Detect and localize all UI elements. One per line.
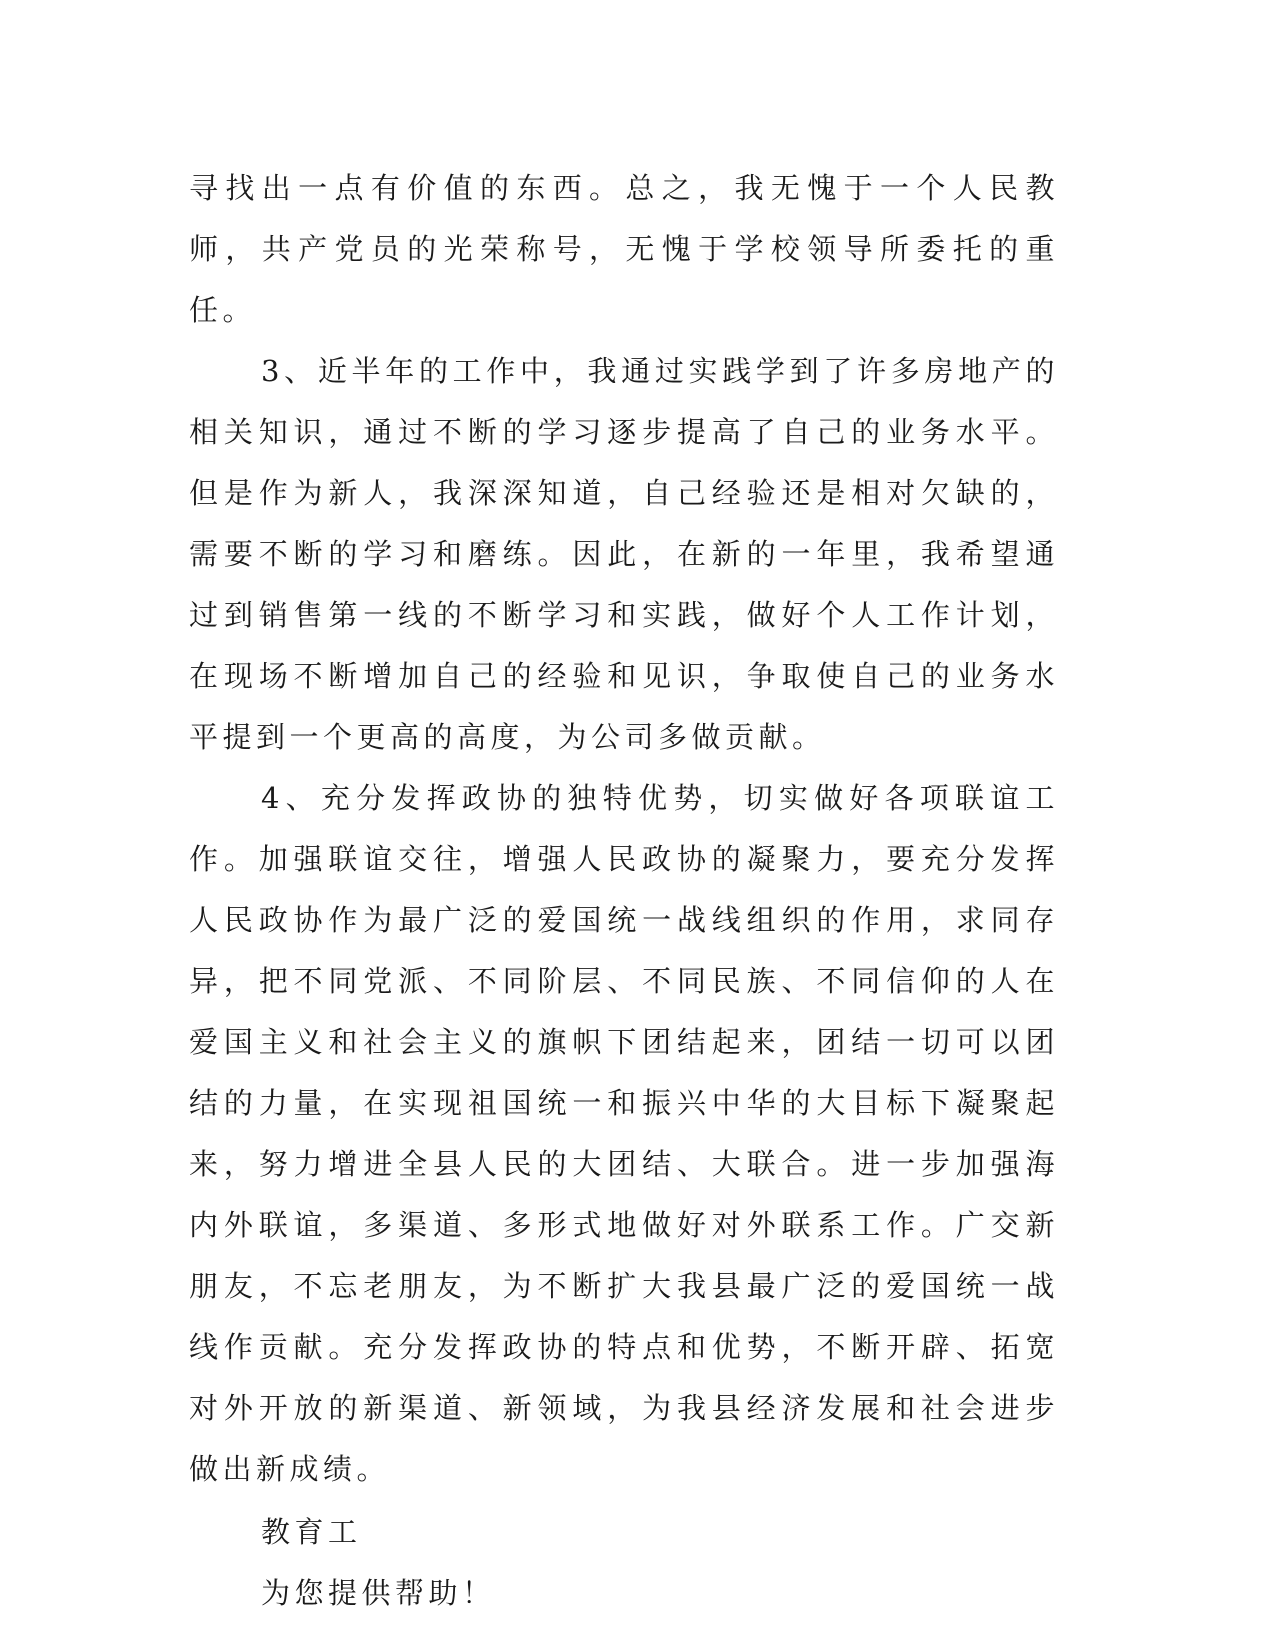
paragraph-item-3: 3、近半年的工作中，我通过实践学到了许多房地产的相关知识，通过不断的学习逐步提高了自己的业务水平。但是作为新人，我深深知道，自己经验还是相对欠缺的，需要不断的学习和磨练。因此，在新的一年里，我希望通过到销售第一线的不断学习和实践，做好个人工作计划，在现场不断增加自己的经验和见识，争取使自己的业务水平提到一个更高的高度，为公司多做贡献。 — [189, 354, 1059, 754]
paragraph-item-4: 4、充分发挥政协的独特优势，切实做好各项联谊工作。加强联谊交往，增强人民政协的凝聚力，要充分发挥人民政协作为最广泛的爱国统一战线组织的作用，求同存异，把不同党派、不同阶层、不同民族、不同信仰的人在爱国主义和社会主义的旗帜下团结起来，团结一切可以团结的力量，在实现祖国统一和振兴中华的大目标下凝聚起来，努力增进全县人民的大团结、大联合。进一步加强海内外联谊，多渠道、多形式地做好对外联系工作。广交新朋友，不忘老朋友，为不断扩大我县最广泛的爱国统一战线作贡献。充分发挥政协的特点和优势，不断开辟、拓宽对外开放的新渠道、新领域，为我县经济发展和社会进步做出新成绩。 — [189, 781, 1059, 1486]
closing-line-2: 为您提供帮助！ — [261, 1576, 496, 1610]
document-body — [189, 158, 1059, 1624]
closing-line-1: 教育工 — [261, 1515, 362, 1549]
paragraph-continuation: 寻找出一点有价值的东西。总之，我无愧于一个人民教师，共产党员的光荣称号，无愧于学校领导所委托的重任。 — [189, 171, 1059, 327]
